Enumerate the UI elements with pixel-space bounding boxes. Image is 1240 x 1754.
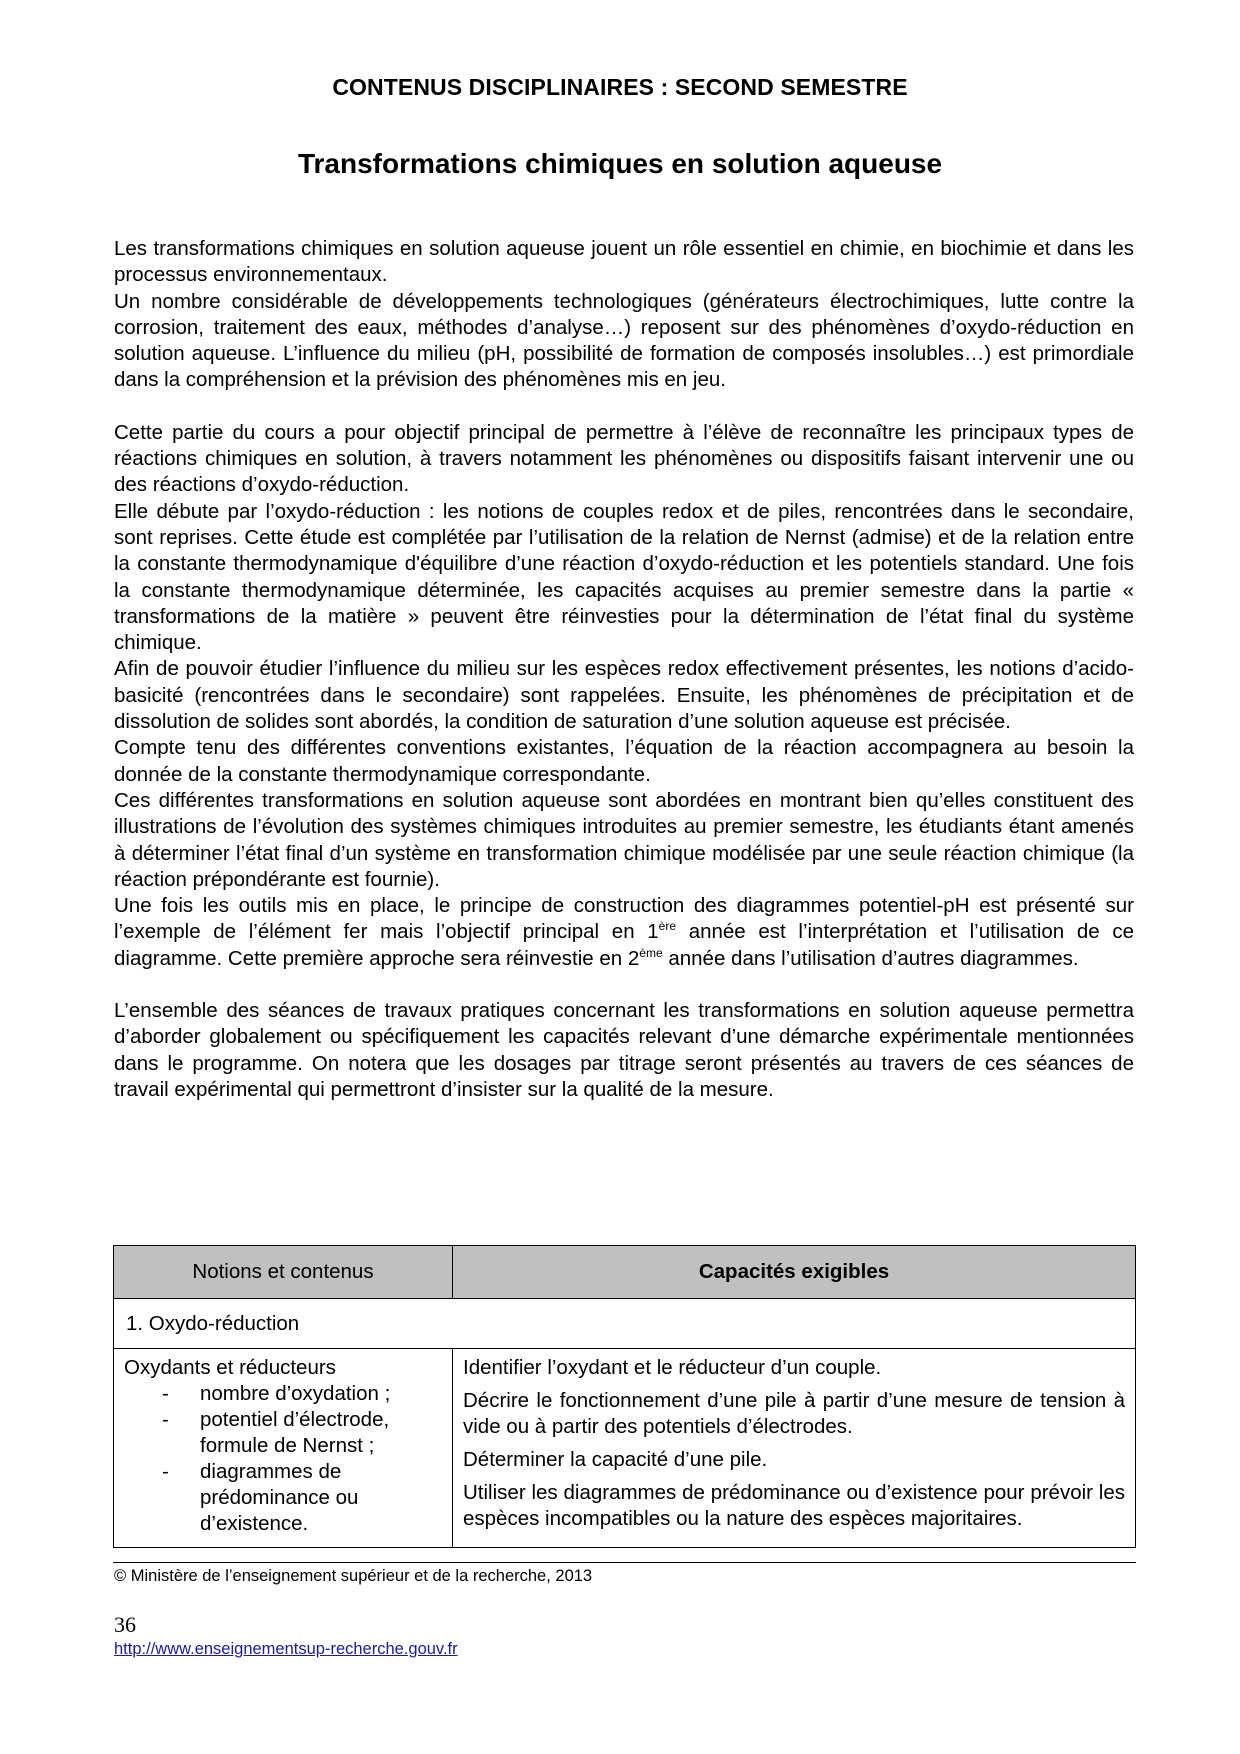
paragraph: Ces différentes transformations en solution aqueuse sont abordées en montrant bien qu’elles constituent des illustrations de l’évolution des systèmes chimiques introduites au premier semestre, les étudiants étant amenés à déterminer l’état final d’un système en transformation chimique modélisée par une seule réaction chimique (la réaction prépondérante est fournie).	[114, 788, 1134, 891]
list-item-text: nombre d’oxydation ;	[200, 1382, 391, 1405]
text-run: année est l’interprétation et l’utilisation de ce diagramme. Cette première approche sera réinvestie en 2	[114, 920, 1134, 970]
list-item: - potentiel d’électrode, formule de Nernst ;	[162, 1408, 390, 1457]
column-header-notions: Notions et contenus	[114, 1246, 453, 1299]
table-row	[114, 1349, 1136, 1548]
paragraph: Afin de pouvoir étudier l’influence du milieu sur les espèces redox effectivement présentes, les notions d’acido-basicité (rencontrées dans le secondaire) sont rappelées. Ensuite, les phénomènes de précipitation et de dissolution de solides sont abordés, la condition de saturation d’une solution aqueuse est précisée.	[114, 657, 1134, 734]
capacite-item: Identifier l’oxydant et le réducteur d’un couple.	[463, 1356, 882, 1379]
paragraph: Elle débute par l’oxydo-réduction : les notions de couples redox et de piles, rencontrées dans le secondaire, sont reprises. Cette étude est complétée par l’utilisation de la relation de Nernst (admise) et de la relation entre la constante thermodynamique d'équilibre d’une réaction d’oxydo-réduction et les potentiels standard. Une fois la constante thermodynamique déterminée, les capacités acquises au premier semestre dans la partie « transformations de la matière » peuvent être réinvesties pour la détermination de l’état final du système chimique.	[114, 499, 1134, 655]
footer-divider	[113, 1562, 1136, 1563]
website-link[interactable]: http://www.enseignementsup-recherche.gouv.fr	[114, 1640, 458, 1658]
text-run: année dans l’utilisation d’autres diagrammes.	[662, 946, 1079, 970]
notions-cell	[114, 1349, 453, 1548]
program-table	[113, 1245, 1136, 1548]
paragraph: L’ensemble des séances de travaux pratiques concernant les transformations en solution aqueuse permettra d’aborder globalement ou spécifiquement les capacités relevant d’une démarche expérimentale mentionnées dans le programme. On notera que les dosages par titrage seront présentés au travers de ces séances de travail expérimental qui permettront d’insister sur la qualité de la mesure.	[114, 999, 1134, 1101]
paragraph: Un nombre considérable de développements technologiques (générateurs électrochimiques, lutte contre la corrosion, traitement des eaux, méthodes d’analyse…) reposent sur des phénomènes d’oxydo-réduction en solution aqueuse. L’influence du milieu (pH, possibilité de formation de composés insolubles…) est primordiale dans la compréhension et la prévision des phénomènes mis en jeu.	[114, 289, 1134, 392]
body-text	[114, 236, 1134, 1103]
paragraph: Cette partie du cours a pour objectif principal de permettre à l’élève de reconnaître les principaux types de réactions chimiques en solution, à travers notamment les phénomènes ou dispositifs faisant intervenir une ou des réactions d’oxydo-réduction.	[114, 420, 1134, 497]
page-number: 36	[114, 1612, 136, 1637]
table-header-row	[114, 1246, 1136, 1299]
paragraph: Les transformations chimiques en solution aqueuse jouent un rôle essentiel en chimie, en biochimie et dans les processus environnementaux.	[114, 237, 1134, 287]
capacites-cell	[453, 1349, 1136, 1548]
section-header: CONTENUS DISCIPLINAIRES : SECOND SEMESTRE	[332, 74, 908, 100]
page-title: Transformations chimiques en solution aqueuse	[297, 148, 943, 179]
paragraph: Compte tenu des différentes conventions existantes, l’équation de la réaction accompagnera au besoin la donnée de la constante thermodynamique correspondante.	[114, 736, 1134, 786]
notions-list	[124, 1381, 442, 1537]
superscript: ère	[658, 919, 677, 934]
capacite-item: Décrire le fonctionnement d’une pile à partir d’une mesure de tension à vide ou à partir des potentiels d’électrodes.	[463, 1389, 1125, 1438]
notions-title: Oxydants et réducteurs	[124, 1356, 336, 1379]
capacite-item: Déterminer la capacité d’une pile.	[463, 1448, 768, 1471]
list-item: - diagrammes de prédominance ou d’existence.	[162, 1460, 359, 1535]
text-run: Une fois les outils mis en place, le principe de construction des diagrammes potentiel-pH est présenté sur l’exemple de l’élément fer mais l’objectif principal en 1	[114, 894, 1134, 944]
list-item-text: potentiel d’électrode, formule de Nernst ;	[200, 1408, 390, 1457]
superscript: ème	[639, 945, 663, 960]
column-header-capacites: Capacités exigibles	[453, 1246, 1136, 1299]
list-item-text: diagrammes de prédominance ou d’existence.	[200, 1460, 359, 1535]
section-label: 1. Oxydo-réduction	[114, 1299, 1136, 1349]
list-item: - nombre d’oxydation ;	[162, 1382, 391, 1405]
copyright-notice: © Ministère de l’enseignement supérieur et de la recherche, 2013	[114, 1567, 593, 1585]
paragraph-with-superscripts	[114, 893, 1134, 972]
table-section-row	[114, 1299, 1136, 1349]
capacite-item: Utiliser les diagrammes de prédominance ou d’existence pour prévoir les espèces incompatibles ou la nature des espèces majoritaires.	[463, 1481, 1125, 1530]
